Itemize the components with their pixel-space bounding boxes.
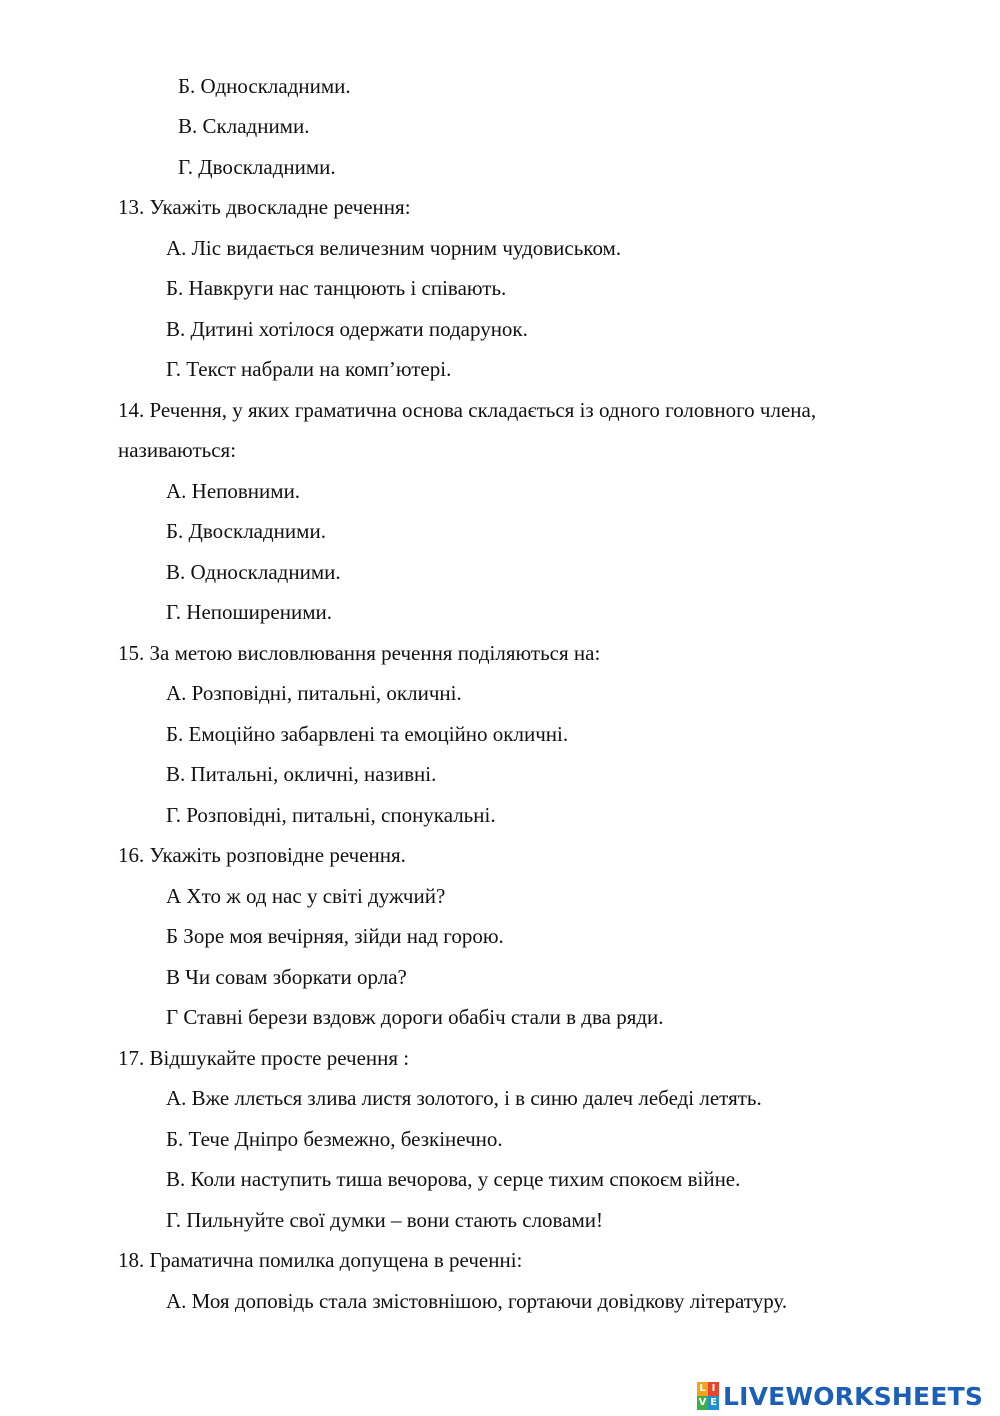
option-line: В Чи совам зборкати орла? [166,965,407,989]
option-line: Б Зоре моя вечірняя, зійди над горою. [166,924,504,948]
option-line: А. Розповідні, питальні, окличні. [166,681,462,705]
option-line: В. Дитині хотілося одержати подарунок. [166,317,528,341]
question-18: 18. Граматична помилка допущена в реченні: [118,1248,523,1272]
option-line: Г. Пильнуйте свої думки – вони стають словами! [166,1208,604,1232]
option-line: Б. Навкруги нас танцюють і співають. [166,276,507,300]
option-line: А. Ліс видається величезним чорним чудовиськом. [166,236,622,260]
watermark-text: LIVEWORKSHEETS [723,1381,984,1411]
question-14-continuation: називаються: [118,438,237,462]
option-line: Г. Непоширеними. [166,600,332,624]
question-13: 13. Укажіть двоскладне речення: [118,195,411,219]
question-15: 15. За метою висловлювання речення поділяються на: [118,641,601,665]
option-line: Б. Емоційно забарвлені та емоційно окличні. [166,722,569,746]
option-line: В. Питальні, окличні, називні. [166,762,437,786]
liveworksheets-watermark [697,1376,983,1416]
option-line: Г. Двоскладними. [178,155,336,179]
option-line: В. Складними. [178,114,310,138]
logo-letter: L [697,1382,708,1396]
option-line: Г. Текст набрали на комп’ютері. [166,357,452,381]
question-17: 17. Відшукайте просте речення : [118,1046,410,1070]
option-line: Б. Односкладними. [178,74,351,98]
logo-letter: I [708,1382,719,1396]
option-line: Г Ставні берези вздовж дороги обабіч стали в два ряди. [166,1005,664,1029]
question-16: 16. Укажіть розповідне речення. [118,843,406,867]
option-line: А. Неповними. [166,479,301,503]
option-line: А. Вже ллється злива листя золотого, і в синю далеч лебеді летять. [166,1086,762,1110]
question-14: 14. Речення, у яких граматична основа складається із одного головного члена, [118,398,817,422]
logo-letter: E [708,1396,719,1410]
option-line: А Хто ж од нас у світі дужчий? [166,884,446,908]
option-line: В. Односкладними. [166,560,341,584]
option-line: Б. Тече Дніпро безмежно, безкінечно. [166,1127,503,1151]
option-line: А. Моя доповідь стала змістовнішою, гортаючи довідкову літературу. [166,1289,788,1313]
option-line: Б. Двоскладними. [166,519,326,543]
option-line: В. Коли наступить тиша вечорова, у серце тихим спокоєм війне. [166,1167,741,1191]
option-line: Г. Розповідні, питальні, спонукальні. [166,803,496,827]
logo-letter: V [698,1397,707,1408]
liveworksheets-logo-icon [697,1382,719,1410]
